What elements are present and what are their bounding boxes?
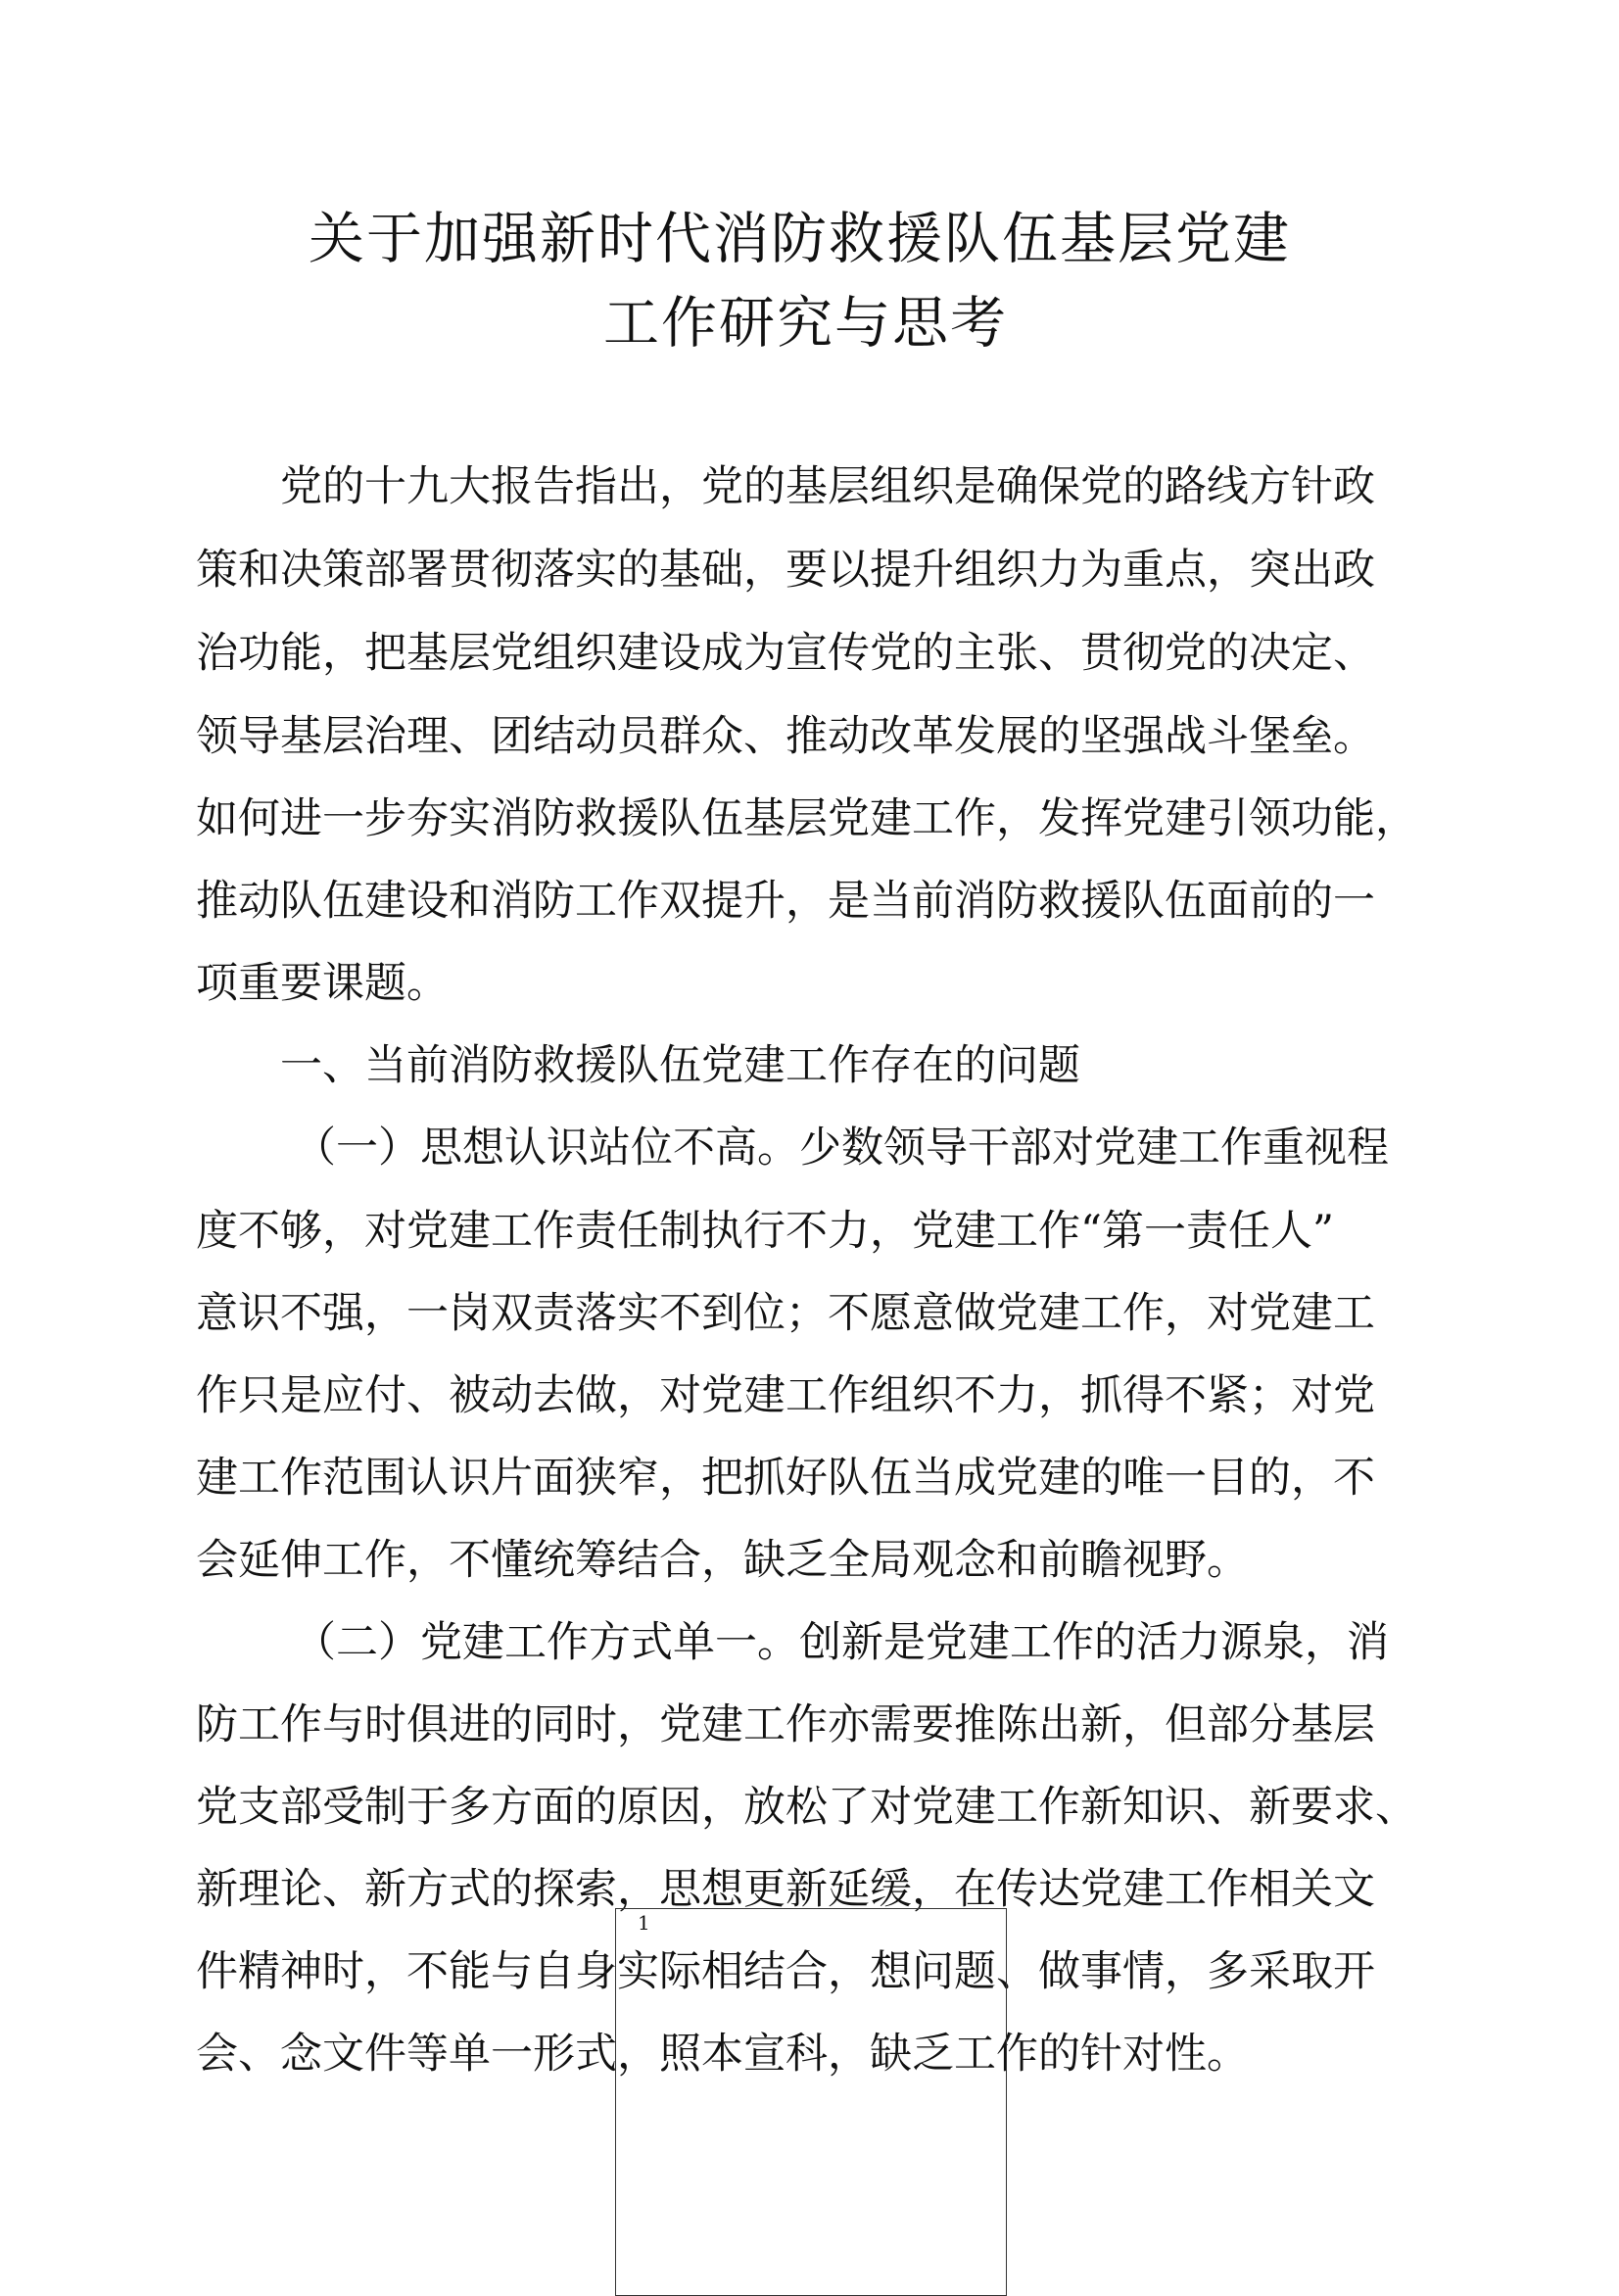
body-line: 会、念文件等单一形式，照本宣科，缺乏工作的针对性。 [196, 2030, 1249, 2079]
section-heading: 一、当前消防救援队伍党建工作存在的问题 [280, 1041, 1080, 1090]
page-number-frame [615, 1908, 1007, 2296]
body-line: 作只是应付、被动去做，对党建工作组织不力，抓得不紧；对党 [196, 1371, 1375, 1420]
body-line: 党的十九大报告指出，党的基层组织是确保党的路线方针政 [280, 462, 1375, 511]
body-line: 领导基层治理、团结动员群众、推动改革发展的坚强战斗堡垒。 [196, 712, 1375, 761]
title-line-1: 关于加强新时代消防救援队伍基层党建 [309, 207, 1291, 271]
body-line: 项重要课题。 [196, 959, 449, 1008]
body-line: （一）思想认识站位不高。少数领导干部对党建工作重视程 [294, 1124, 1389, 1172]
page-number: 1 [638, 1911, 650, 1935]
body-line: 策和决策部署贯彻落实的基础，要以提升组织力为重点，突出政 [196, 546, 1375, 595]
body-line: 防工作与时俱进的同时，党建工作亦需要推陈出新，但部分基层 [196, 1700, 1375, 1749]
body-line: （二）党建工作方式单一。创新是党建工作的活力源泉，消 [294, 1618, 1389, 1667]
body-line: 党支部受制于多方面的原因，放松了对党建工作新知识、新要求、 [196, 1783, 1417, 1832]
body-line: 件精神时，不能与自身实际相结合，想问题、做事情，多采取开 [196, 1947, 1375, 1996]
body-line: 建工作范围认识片面狭窄，把抓好队伍当成党建的唯一目的，不 [196, 1454, 1375, 1503]
body-line: 推动队伍建设和消防工作双提升，是当前消防救援队伍面前的一 [196, 877, 1375, 926]
body-line: 会延伸工作，不懂统筹结合，缺乏全局观念和前瞻视野。 [196, 1536, 1249, 1585]
title-line-2: 工作研究与思考 [603, 291, 1008, 356]
body-line: 意识不强，一岗双责落实不到位；不愿意做党建工作，对党建工 [196, 1289, 1375, 1338]
body-line: 治功能，把基层党组织建设成为宣传党的主张、贯彻党的决定、 [196, 629, 1375, 678]
body-line: 如何进一步夯实消防救援队伍基层党建工作，发挥党建引领功能， [196, 794, 1417, 843]
body-line: 新理论、新方式的探索，思想更新延缓，在传达党建工作相关文 [196, 1865, 1375, 1914]
body-line: 度不够，对党建工作责任制执行不力，党建工作“第一责任人” [196, 1207, 1334, 1256]
